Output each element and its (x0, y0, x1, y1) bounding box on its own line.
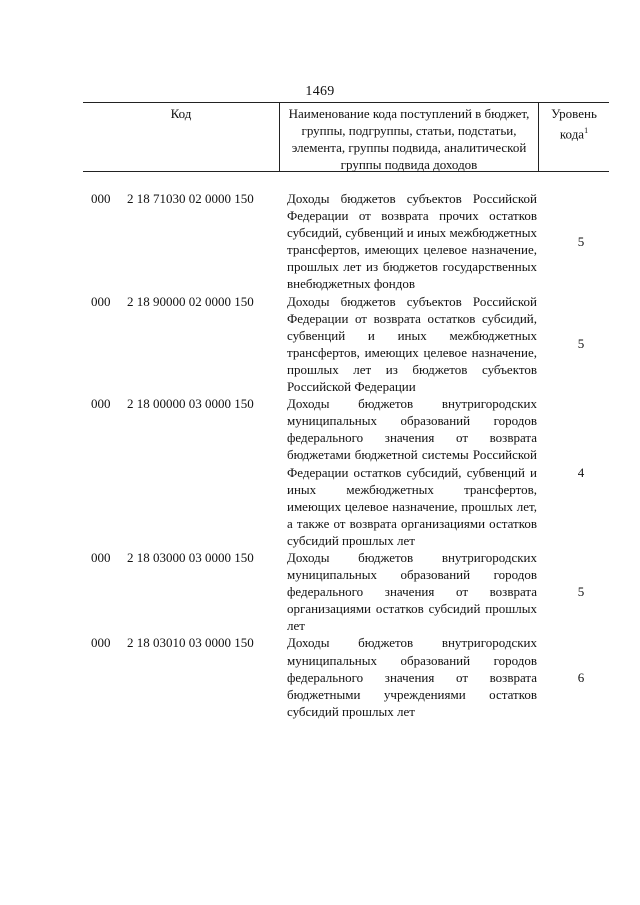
admin-code: 000 (91, 191, 111, 206)
admin-code: 000 (91, 293, 111, 309)
revenue-name: Доходы бюджетов внутригородских муниципальных образований городов федерального значения от возврата бюджетами бюджетной системы Российской Федерации остатков субсидий, субвенций и иных межбюджетных трансфертов, имеющих целевое назначение, прошлых лет, а также от возврата организациями остатков субсидий прошлых лет (287, 396, 537, 548)
code-level: 4 (577, 464, 585, 480)
code-level: 6 (577, 669, 585, 685)
header-level (539, 103, 609, 171)
header-level-label: Уровень кода (551, 106, 597, 142)
revenue-name: Доходы бюджетов внутригородских муниципальных образований городов федерального значения от возврата организациями остатков субсидий прошлых лет (287, 549, 537, 634)
page-number: 1469 (305, 84, 335, 99)
admin-code: 000 (91, 549, 111, 565)
revenue-name: Доходы бюджетов внутригородских муниципальных образований городов федерального значения от возврата бюджетными учреждениями остатков субсидий прошлых лет (287, 635, 537, 719)
table-header (83, 102, 609, 172)
code-level: 5 (577, 584, 585, 600)
revenue-code: 2 18 03000 03 0000 150 (127, 549, 254, 565)
revenue-name: Доходы бюджетов субъектов Российской Федерации от возврата прочих остатков субсидий, субвенций и иных межбюджетных трансфертов, имеющих целевое назначение, прошлых лет из бюджетов государственных внебюджетных фондов (287, 191, 537, 292)
code-level: 5 (577, 336, 585, 352)
header-code: Код (83, 103, 280, 171)
revenue-code: 2 18 90000 02 0000 150 (127, 293, 254, 309)
header-name: Наименование кода поступлений в бюджет, группы, подгруппы, статьи, подстатьи, элемента, группы подвида, аналитической группы подвида доходов (280, 103, 539, 171)
admin-code: 000 (91, 396, 111, 412)
table-body (83, 190, 609, 720)
revenue-code: 2 18 03010 03 0000 150 (127, 635, 254, 651)
code-level: 5 (577, 233, 585, 249)
table-row (83, 395, 609, 549)
revenue-code: 2 18 00000 03 0000 150 (127, 396, 254, 412)
revenue-code: 2 18 71030 02 0000 150 (127, 191, 254, 206)
revenue-name: Доходы бюджетов субъектов Российской Федерации от возврата остатков субсидий, субвенций и иных межбюджетных трансфертов, имеющих целевое назначение, прошлых лет из бюджетов субъектов Российской Федерации (287, 293, 537, 395)
admin-code: 000 (91, 635, 111, 651)
table-row (83, 190, 609, 293)
table-row (83, 293, 609, 396)
table-row (83, 549, 609, 634)
header-level-footnote: 1 (584, 126, 589, 135)
table-row (83, 634, 609, 719)
